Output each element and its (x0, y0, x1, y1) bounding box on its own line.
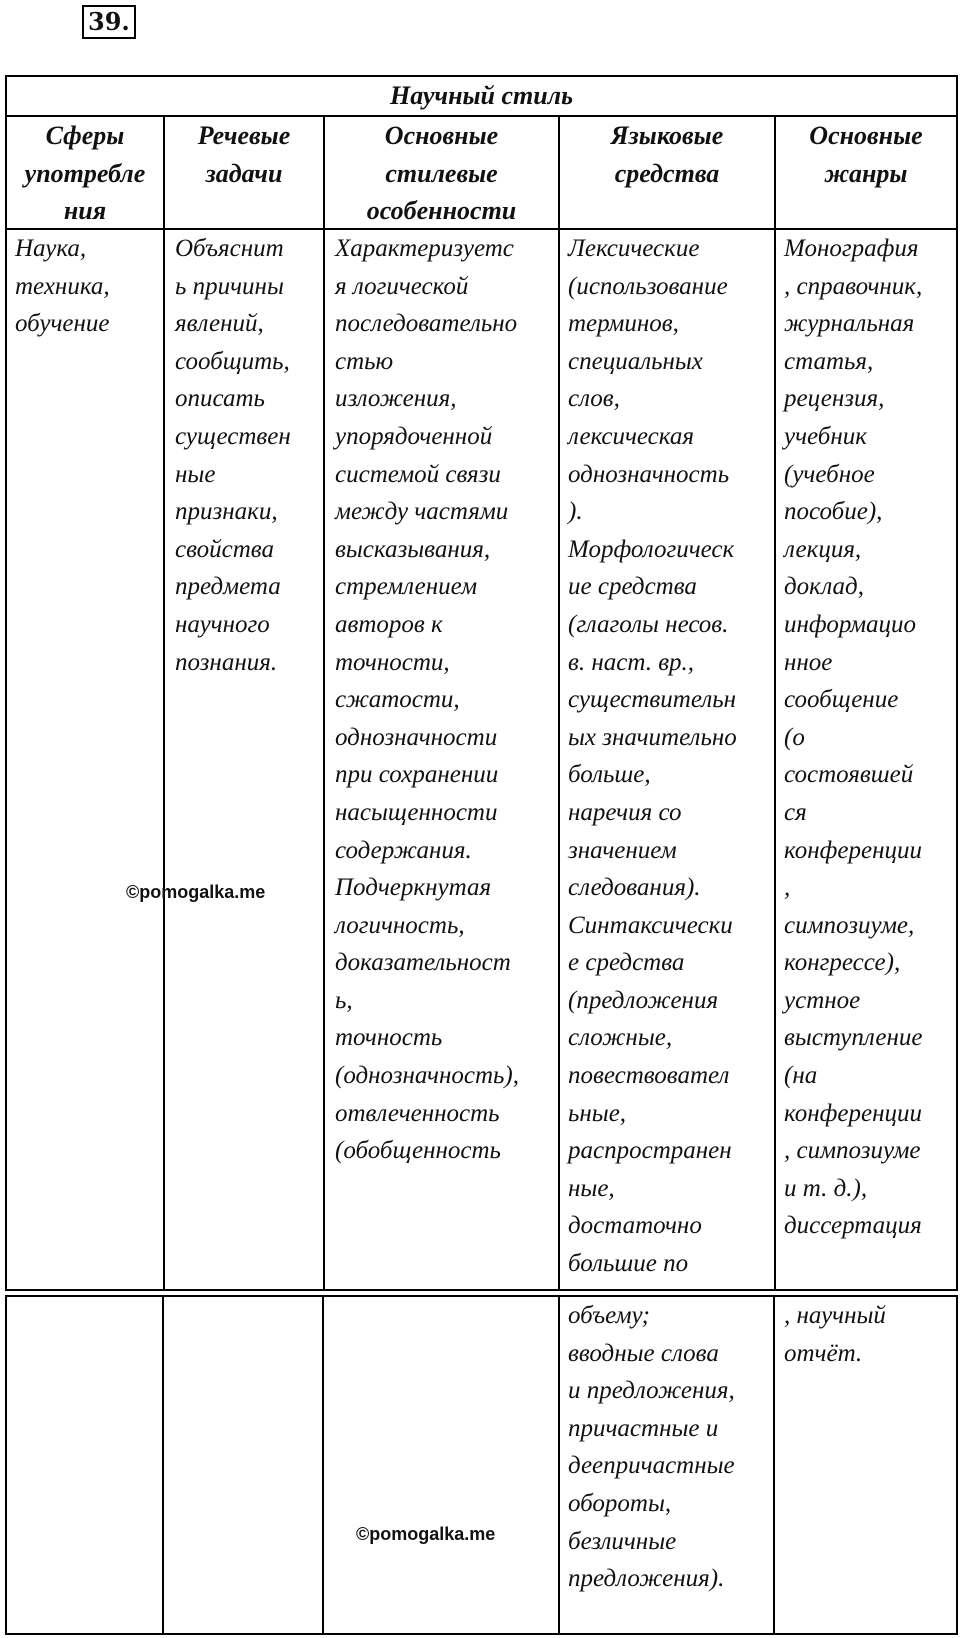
cell-style-features: Характеризуетс я логической последовательно стью изложения, упорядоченной системой связи между частями высказывания, стремлением авторов к точности, сжатости, однозначности при сохранении насыщенности содержания. Подчеркнутая логичность, доказательност ь, точность (однозначность), отвлеченность (обобщенность (335, 235, 519, 1165)
table2-bottom-border (5, 1633, 958, 1635)
header-genres: Основные жанры (809, 121, 923, 188)
col-divider-2 (323, 115, 325, 1291)
table2-col-divider-4 (773, 1295, 775, 1635)
header-style-features: Основные стилевые особенности (366, 121, 517, 226)
table2-right-border (956, 1295, 958, 1635)
cell-continued-language-means: объему; вводные слова и предложения, причастные и деепричастные обороты, безличные предложения). (568, 1302, 735, 1593)
col-divider-3 (558, 115, 560, 1291)
cell-speech-tasks: Объяснит ь причины явлений, сообщить, описать существен ные признаки, свойства предмета научного познания. (175, 235, 291, 676)
table2-col-divider-3 (558, 1295, 560, 1635)
col-divider-4 (774, 115, 776, 1291)
table1-left-border (5, 75, 7, 1291)
header-speech-tasks: Речевые задачи (197, 121, 291, 188)
table2-col-divider-1 (162, 1295, 164, 1635)
table1-bottom-border (5, 1289, 958, 1291)
table1-right-border (956, 75, 958, 1291)
header-spheres: Сферы употребле ния (24, 121, 146, 226)
cell-genres: Монография , справочник, журнальная статья, рецензия, учебник (учебное пособие), лекция, доклад, информацио нное сообщение (о состоявшей ся конференции , симпозиуме, конгрессе), устное выступление (на конференции , симпозиуме и т. д.), диссертация (784, 235, 923, 1240)
cell-continued-genres: , научный отчёт. (784, 1302, 886, 1367)
task-number: 39. (82, 5, 136, 39)
header-language-means: Языковые средства (610, 121, 724, 188)
cell-spheres: Наука, техника, обучение (15, 235, 110, 338)
table2-col-divider-2 (322, 1295, 324, 1635)
watermark: ©pomogalka.me (356, 1524, 496, 1544)
cell-language-means: Лексические (использование терминов, специальных слов, лексическая однозначность ). Морфологическ ие средства (глаголы несов. в. наст. вр., существительн ых значительно больше, наречия со значением следования). Синтаксически е средства (предложения сложные, повествовател ьные, распространен ные, достаточно большие по (568, 235, 737, 1278)
table2-left-border (5, 1295, 7, 1635)
col-divider-1 (163, 115, 165, 1291)
watermark: ©pomogalka.me (126, 882, 266, 902)
table-title: Научный стиль (390, 81, 573, 110)
